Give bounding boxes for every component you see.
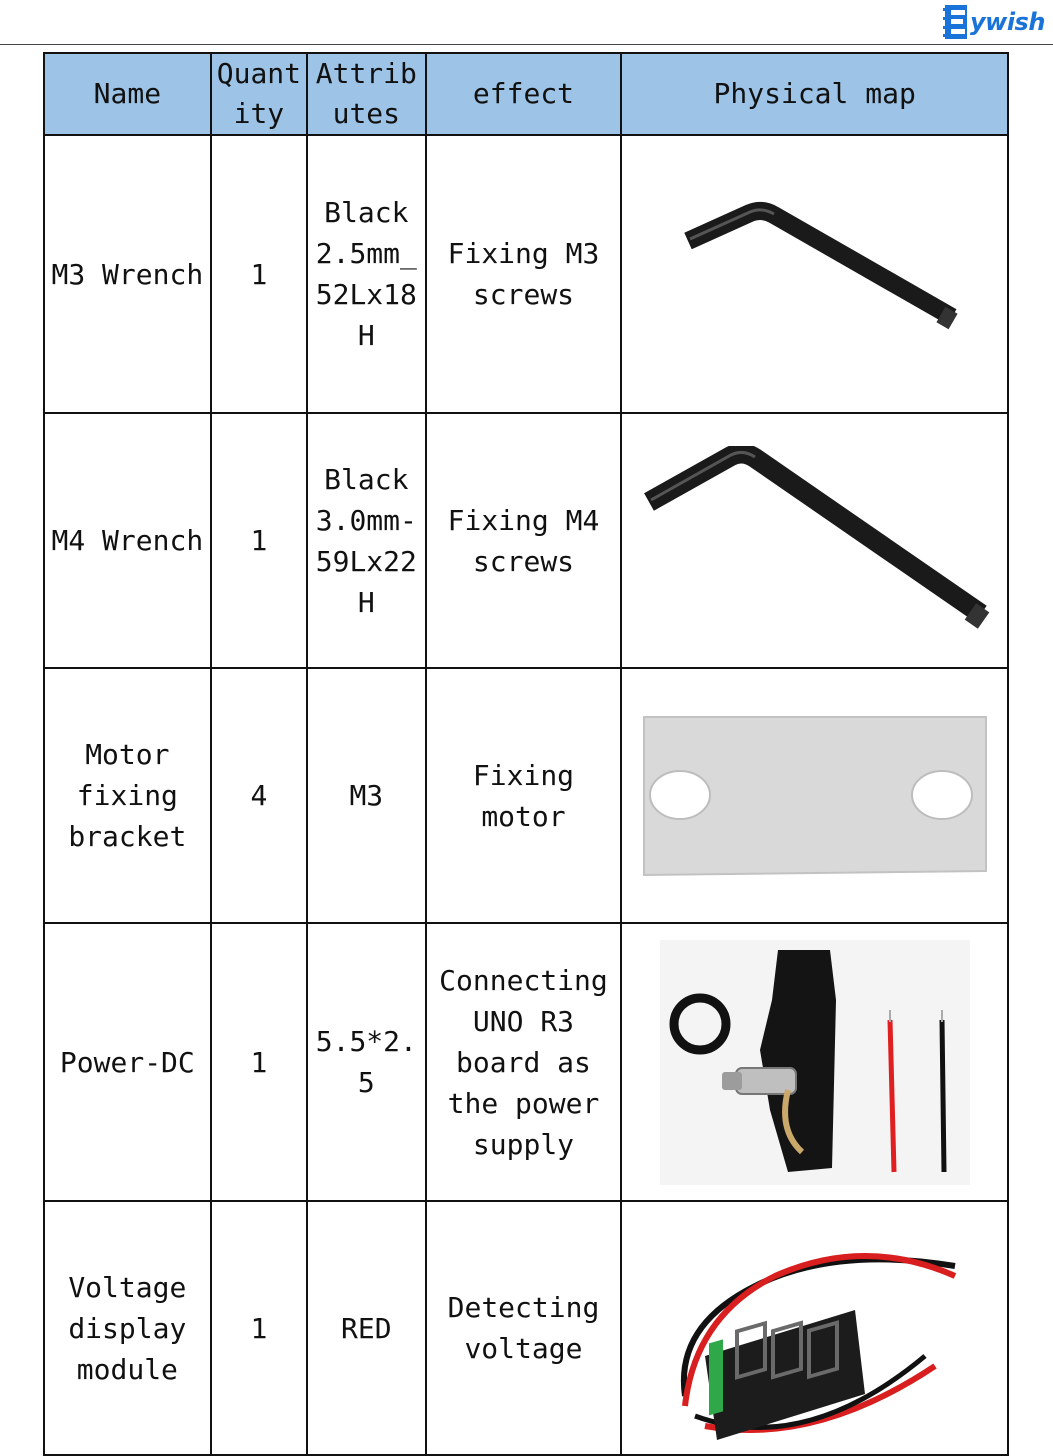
hex-key-wrench-icon — [635, 446, 995, 636]
parts-table — [43, 52, 1009, 1456]
cell-effect: Connecting UNO R3 board as the power supply — [426, 923, 622, 1201]
cell-effect: Fixing M4 screws — [426, 413, 622, 668]
cell-quantity: 1 — [211, 923, 307, 1201]
table-row — [44, 1201, 1008, 1455]
cell-name: Voltage display module — [44, 1201, 211, 1455]
hex-key-wrench-icon — [670, 199, 960, 349]
cell-effect: Detecting voltage — [426, 1201, 622, 1455]
cell-physical-map — [621, 413, 1008, 668]
cell-effect: Fixing M3 screws — [426, 135, 622, 413]
dc-power-jack-icon — [660, 940, 970, 1185]
cell-name: Power-DC — [44, 923, 211, 1201]
voltmeter-display-icon — [665, 1206, 965, 1451]
cell-name: M3 Wrench — [44, 135, 211, 413]
cell-name: M4 Wrench — [44, 413, 211, 668]
cell-quantity: 1 — [211, 1201, 307, 1455]
column-header-quantity: Quant ity — [211, 53, 307, 135]
cell-attributes: Black 3.0mm- 59Lx22 H — [307, 413, 425, 668]
cell-quantity: 1 — [211, 413, 307, 668]
column-header-physical-map: Physical map — [621, 53, 1008, 135]
logo-text: ywish — [970, 8, 1045, 36]
table-row — [44, 135, 1008, 413]
cell-physical-map — [621, 135, 1008, 413]
cell-physical-map — [621, 1201, 1008, 1455]
cell-attributes: Black 2.5mm_ 52Lx18 H — [307, 135, 425, 413]
cell-name: Motor fixing bracket — [44, 668, 211, 923]
cell-quantity: 1 — [211, 135, 307, 413]
cell-physical-map — [621, 923, 1008, 1201]
column-header-attributes: Attrib utes — [307, 53, 425, 135]
cell-effect: Fixing motor — [426, 668, 622, 923]
table-row — [44, 413, 1008, 668]
table-header-row — [44, 53, 1008, 135]
column-header-name: Name — [44, 53, 211, 135]
header-divider — [0, 44, 1053, 45]
bracket-plate-icon — [640, 713, 990, 878]
cell-attributes: M3 — [307, 668, 425, 923]
cell-physical-map — [621, 668, 1008, 923]
cell-quantity: 4 — [211, 668, 307, 923]
table-row — [44, 668, 1008, 923]
column-header-effect: effect — [426, 53, 622, 135]
table-row — [44, 923, 1008, 1201]
cell-attributes: 5.5*2. 5 — [307, 923, 425, 1201]
gear-icon — [943, 3, 969, 41]
brand-logo — [943, 2, 1045, 42]
cell-attributes: RED — [307, 1201, 425, 1455]
